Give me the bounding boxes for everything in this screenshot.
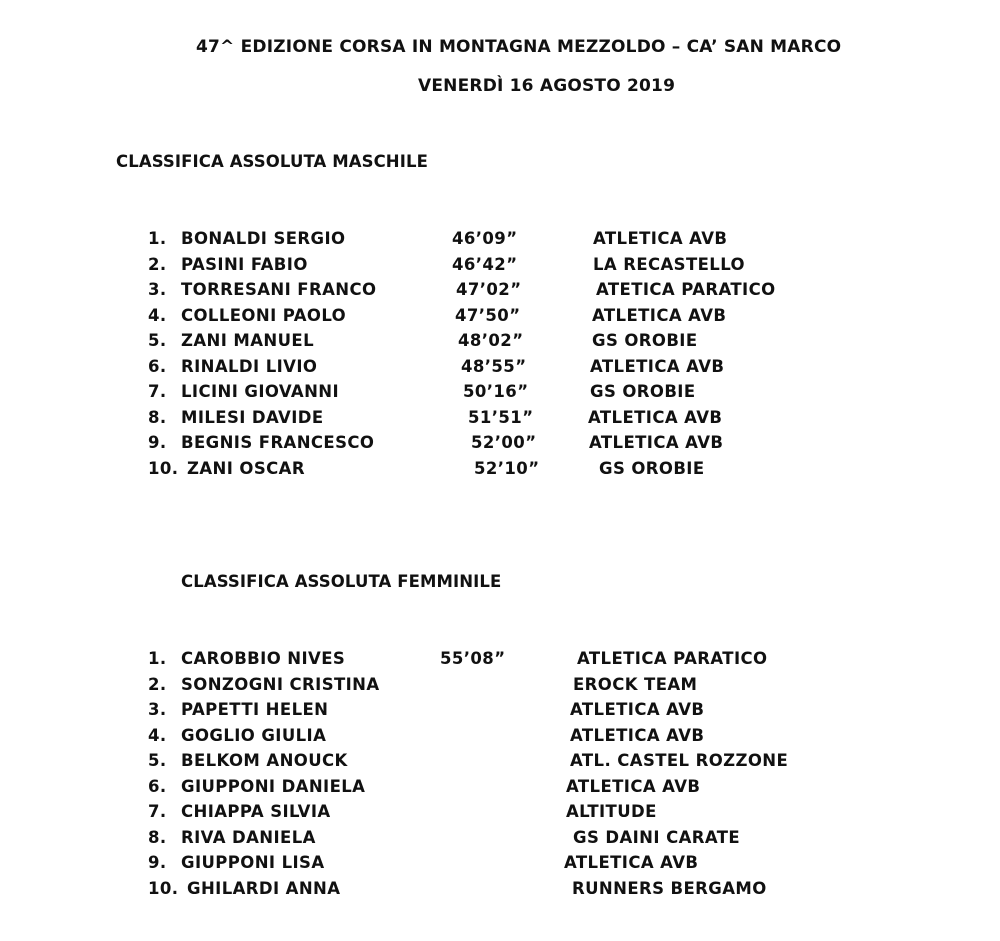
ranking-position: 6. [148,776,167,796]
ranking-row [0,878,1000,901]
finish-time: 47’50” [455,305,521,325]
ranking-position: 9. [148,853,167,872]
athlete-name: BELKOM ANOUCK [181,751,348,770]
ranking-row [0,855,1000,875]
athlete-name: BONALDI SERGIO [181,229,346,248]
athlete-club: ATLETICA AVB [589,433,724,452]
ranking-row [0,356,1000,379]
ranking-position: 4. [148,725,167,745]
event-date: VENERDÌ 16 AGOSTO 2019 [418,76,676,96]
athlete-name: GIUPPONI LISA [181,853,325,872]
athlete-club: ATL. CASTEL ROZZONE [570,751,789,770]
athlete-club: ALTITUDE [566,802,657,821]
finish-time: 46’09” [452,229,518,248]
ranking-position: 5. [148,751,167,770]
ranking-row [0,384,1000,404]
athlete-name: CHIAPPA SILVIA [181,802,331,821]
ranking-row [0,435,1000,455]
ranking-row [0,282,1000,302]
athlete-club: RUNNERS BERGAMO [572,878,767,898]
athlete-name: GOGLIO GIULIA [181,725,327,745]
ranking-position: 6. [148,356,167,376]
ranking-row [0,753,1000,773]
finish-time: 55’08” [440,649,506,668]
athlete-club: ATLETICA AVB [570,725,705,745]
athlete-club: EROCK TEAM [573,674,698,694]
ranking-position: 4. [148,305,167,325]
athlete-name: LICINI GIOVANNI [181,382,340,401]
athlete-club: GS OROBIE [599,458,705,478]
athlete-name: TORRESANI FRANCO [181,280,377,299]
athlete-club: LA RECASTELLO [593,254,745,274]
ranking-position: 8. [148,827,167,847]
athlete-name: MILESI DAVIDE [181,407,324,427]
athlete-club: GS OROBIE [592,331,698,350]
athlete-club: ATETICA PARATICO [596,280,776,299]
athlete-name: SONZOGNI CRISTINA [181,674,380,694]
finish-time: 48’02” [458,331,524,350]
athlete-club: ATLETICA AVB [566,776,701,796]
athlete-name: GHILARDI ANNA [187,878,341,898]
athlete-name: PAPETTI HELEN [181,700,329,719]
athlete-club: ATLETICA AVB [593,229,728,248]
ranking-row [0,827,1000,850]
athlete-name: ZANI OSCAR [187,458,305,478]
athlete-name: BEGNIS FRANCESCO [181,433,375,452]
athlete-name: GIUPPONI DANIELA [181,776,366,796]
finish-time: 48’55” [461,356,527,376]
ranking-row [0,725,1000,748]
ranking-position: 10. [148,458,179,478]
athlete-name: CAROBBIO NIVES [181,649,346,668]
ranking-row [0,305,1000,328]
ranking-position: 3. [148,700,167,719]
ranking-position: 7. [148,802,167,821]
ranking-row [0,254,1000,277]
document-title: 47^ EDIZIONE CORSA IN MONTAGNA MEZZOLDO – CA’ SAN MARCO [196,37,842,57]
ranking-position: 2. [148,674,167,694]
finish-time: 50’16” [463,382,529,401]
ranking-row [0,231,1000,251]
ranking-position: 10. [148,878,179,898]
athlete-name: RIVA DANIELA [181,827,316,847]
athlete-club: ATLETICA AVB [588,407,723,427]
ranking-position: 9. [148,433,167,452]
ranking-row [0,702,1000,722]
finish-time: 52’00” [471,433,537,452]
ranking-position: 5. [148,331,167,350]
female-ranking-heading: CLASSIFICA ASSOLUTA FEMMINILE [181,572,502,591]
ranking-row [0,651,1000,671]
ranking-position: 1. [148,229,167,248]
athlete-name: ZANI MANUEL [181,331,315,350]
ranking-row [0,407,1000,430]
athlete-name: COLLEONI PAOLO [181,305,347,325]
ranking-position: 1. [148,649,167,668]
ranking-row [0,458,1000,481]
ranking-position: 2. [148,254,167,274]
athlete-club: ATLETICA AVB [564,853,699,872]
athlete-club: ATLETICA AVB [590,356,725,376]
athlete-club: GS OROBIE [590,382,696,401]
finish-time: 47’02” [456,280,522,299]
athlete-club: GS DAINI CARATE [573,827,741,847]
ranking-position: 3. [148,280,167,299]
ranking-position: 7. [148,382,167,401]
finish-time: 46’42” [452,254,518,274]
athlete-club: ATLETICA AVB [570,700,705,719]
athlete-name: PASINI FABIO [181,254,308,274]
ranking-row [0,804,1000,824]
athlete-club: ATLETICA AVB [592,305,727,325]
male-ranking-heading: CLASSIFICA ASSOLUTA MASCHILE [116,152,428,171]
athlete-name: RINALDI LIVIO [181,356,318,376]
finish-time: 52’10” [474,458,540,478]
ranking-row [0,333,1000,353]
ranking-row [0,776,1000,799]
ranking-position: 8. [148,407,167,427]
athlete-club: ATLETICA PARATICO [577,649,768,668]
finish-time: 51’51” [468,407,534,427]
ranking-row [0,674,1000,697]
